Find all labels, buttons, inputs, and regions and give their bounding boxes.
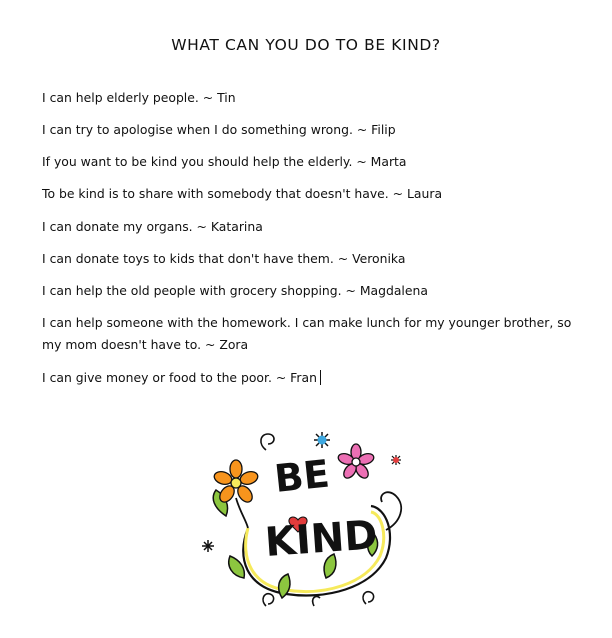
- answer-line: I can try to apologise when I do something wrong. ~ Filip: [42, 122, 396, 137]
- answer-line-last[interactable]: [42, 367, 321, 389]
- answer-line: I can donate toys to kids that don't have them. ~ Veronika: [42, 251, 406, 266]
- answer-line: I can donate my organs. ~ Katarina: [42, 219, 263, 234]
- leaf-icon: [229, 556, 245, 578]
- page-title: WHAT CAN YOU DO TO BE KIND?: [171, 36, 441, 54]
- answer-line: I can help the old people with grocery shopping. ~ Magdalena: [42, 283, 428, 298]
- answer-line: If you want to be kind you should help the elderly. ~ Marta: [42, 154, 407, 169]
- red-star-icon: [391, 455, 401, 465]
- swirl-icon: [313, 596, 320, 606]
- swirl-icon: [263, 594, 274, 606]
- swirl-icon: [261, 434, 274, 450]
- answer-line: To be kind is to share with somebody that doesn't have. ~ Laura: [42, 186, 443, 201]
- swirl-icon: [363, 592, 374, 604]
- be-lettering: BE: [272, 451, 332, 501]
- answer-line: I can help elderly people. ~ Tin: [42, 90, 236, 105]
- kind-lettering: KIND: [263, 512, 379, 566]
- answer-text: I can give money or food to the poor. ~ Fran: [42, 370, 317, 385]
- pink-flower-icon: [337, 444, 375, 480]
- blue-star-icon: [314, 432, 330, 448]
- be-kind-clipart: [196, 428, 412, 618]
- swirl-icon: [381, 492, 401, 530]
- text-cursor: [320, 370, 321, 385]
- asterisk-icon: [202, 540, 214, 552]
- answer-line: I can help someone with the homework. I can make lunch for my younger brother, so my mom doesn't have to. ~ Zora: [42, 315, 572, 352]
